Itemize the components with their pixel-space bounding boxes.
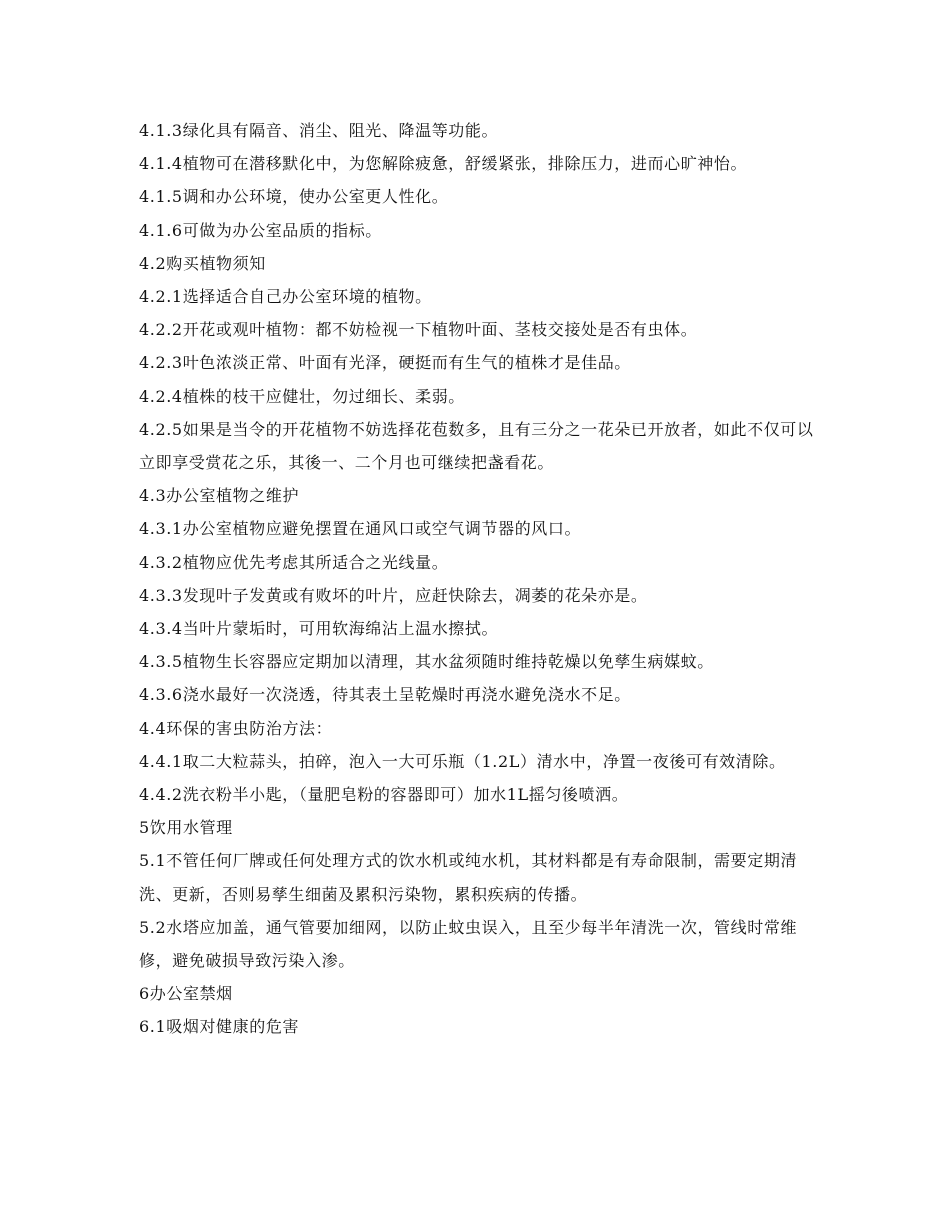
paragraph-4-3-2: 4.3.2植物应优先考虑其所适合之光线量。 (139, 552, 449, 572)
paragraph-4-3-4: 4.3.4当叶片蒙垢时，可用软海绵沾上温水擦拭。 (139, 619, 499, 639)
paragraph-5-2: 5.2水塔应加盖，通气管要加细网，以防止蚊虫误入，且至少每半年清洗一次，管线时常维修，避免破损导致污染入渗。 (139, 917, 798, 971)
paragraph-4-4-1: 4.4.1取二大粒蒜头，拍碎，泡入一大可乐瓶（1.2L）清水中，净置一夜後可有效清除。 (139, 751, 786, 771)
paragraph-4-2-3: 4.2.3叶色浓淡正常、叶面有光泽，硬挺而有生气的植株才是佳品。 (139, 353, 631, 373)
paragraph-4-4-2: 4.4.2洗衣粉半小匙，（量肥皂粉的容器即可）加水1L摇匀後喷洒。 (139, 785, 629, 805)
heading-4-3: 4.3办公室植物之维护 (139, 486, 300, 506)
document-body (139, 114, 829, 1044)
paragraph-4-1-6: 4.1.6可做为办公室品质的指标。 (139, 220, 382, 240)
heading-5: 5饮用水管理 (139, 818, 233, 838)
heading-4-4: 4.4环保的害虫防治方法： (139, 718, 333, 738)
paragraph-4-2-2: 4.2.2开花或观叶植物：都不妨检视一下植物叶面、茎枝交接处是否有虫体。 (139, 320, 698, 340)
paragraph-4-1-3: 4.1.3绿化具有隔音、消尘、阻光、降温等功能。 (139, 121, 499, 140)
heading-4-2: 4.2购买植物须知 (139, 253, 266, 273)
heading-6-1: 6.1吸烟对健康的危害 (139, 1017, 300, 1037)
paragraph-4-2-5: 4.2.5如果是当令的开花植物不妨选择花苞数多，且有三分之一花朵已开放者，如此不仅可以立即享受赏花之乐，其後一、二个月也可继续把盏看花。 (139, 419, 814, 473)
paragraph-4-2-4: 4.2.4植株的枝干应健壮，勿过细长、柔弱。 (139, 386, 465, 406)
paragraph-4-3-6: 4.3.6浇水最好一次浇透，待其表土呈乾燥时再浇水避免浇水不足。 (139, 685, 631, 705)
paragraph-5-1: 5.1不管任何厂牌或任何处理方式的饮水机或纯水机，其材料都是有寿命限制，需要定期清洗、更新，否则易孳生细菌及累积污染物，累积疾病的传播。 (139, 851, 798, 904)
paragraph-4-1-5: 4.1.5调和办公环境，使办公室更人性化。 (139, 187, 449, 207)
paragraph-4-3-3: 4.3.3发现叶子发黄或有败坏的叶片，应赶快除去，凋萎的花朵亦是。 (139, 585, 648, 605)
paragraph-4-3-1: 4.3.1办公室植物应避免摆置在通风口或空气调节器的风口。 (139, 519, 582, 539)
heading-6: 6办公室禁烟 (139, 984, 233, 1004)
paragraph-4-3-5: 4.3.5植物生长容器应定期加以清理，其水盆须随时维持乾燥以免孳生病媒蚊。 (139, 652, 714, 672)
paragraph-4-2-1: 4.2.1选择适合自己办公室环境的植物。 (139, 287, 432, 307)
paragraph-4-1-4: 4.1.4植物可在潜移默化中，为您解除疲惫，舒缓紧张，排除压力，进而心旷神怡。 (139, 154, 748, 174)
